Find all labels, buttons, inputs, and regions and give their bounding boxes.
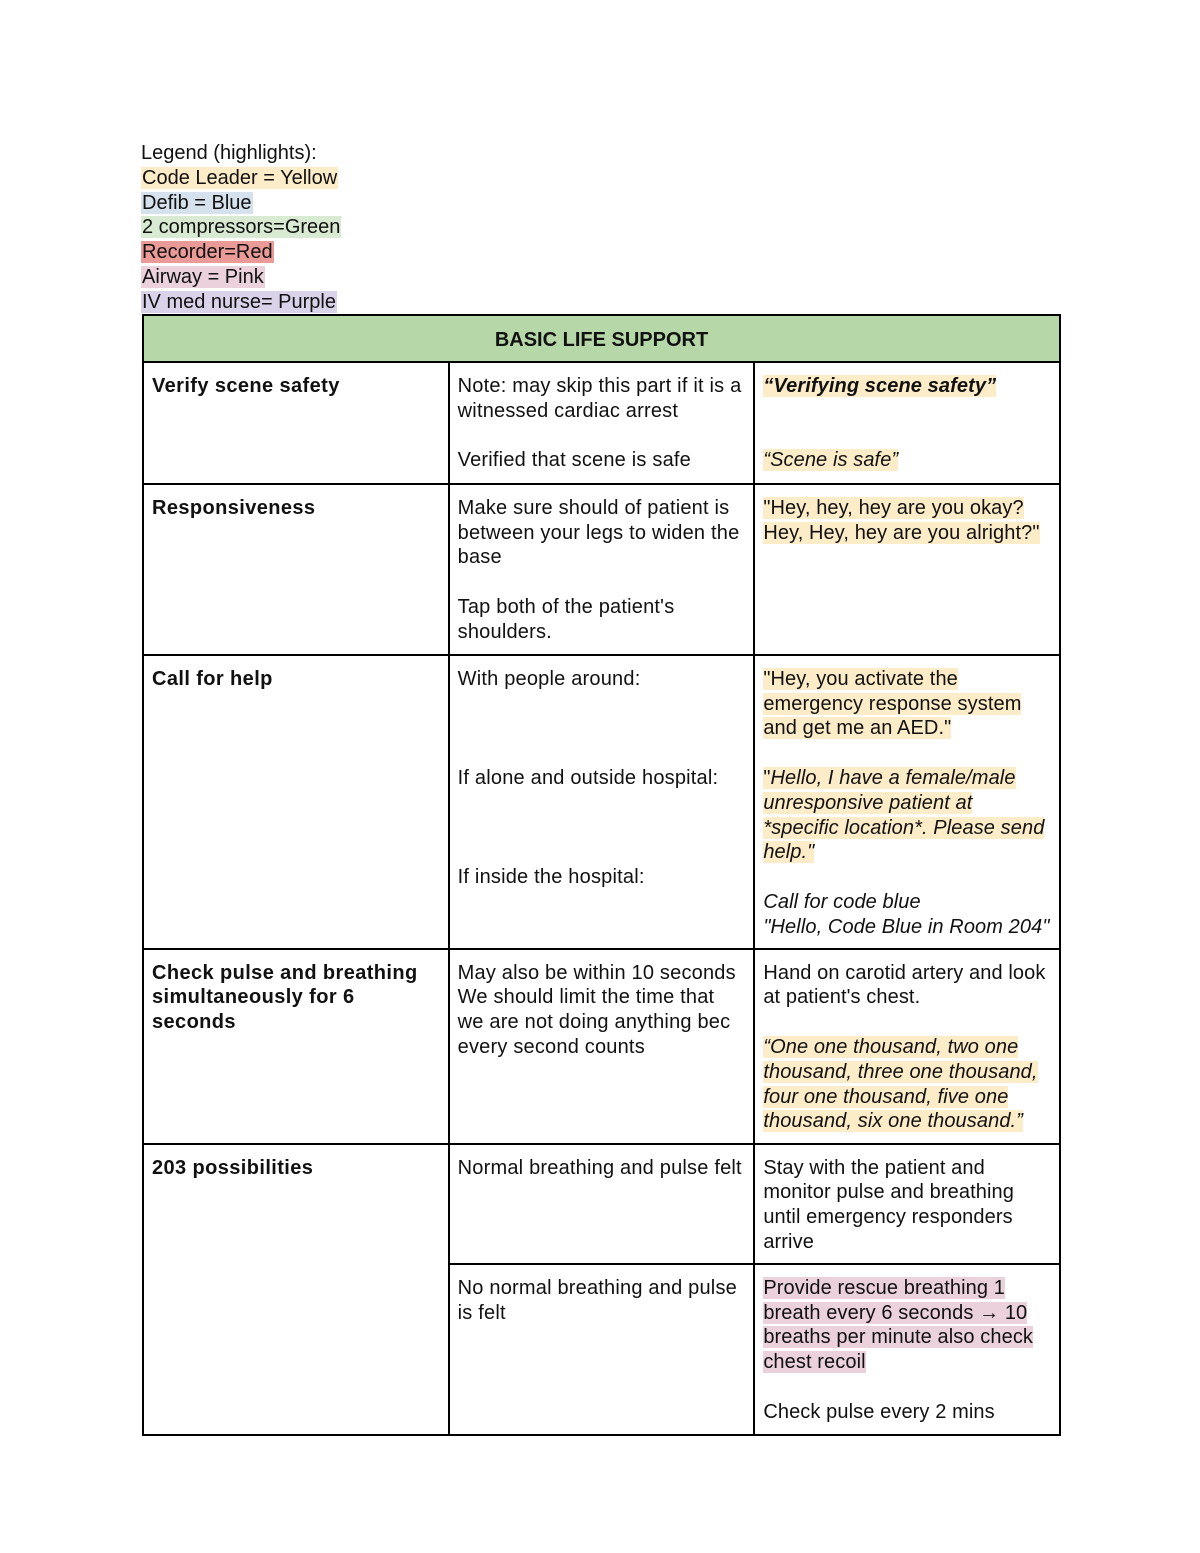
notes-cell: Normal breathing and pulse felt	[449, 1144, 755, 1264]
legend-title: Legend (highlights):	[141, 142, 317, 164]
note: With people around:	[457, 667, 641, 690]
legend-defib: Defib = Blue	[142, 191, 252, 214]
script-cell: Stay with the patient and monitor pulse and breathing until emergency responders arrive	[754, 1144, 1060, 1264]
notes-cell	[449, 484, 755, 655]
step-cell: Call for help	[143, 655, 449, 949]
step-cell: Verify scene safety	[143, 362, 449, 484]
table-row	[143, 1144, 1060, 1264]
script-line: Hello, I have a female/male unresponsive patient at *specific location*. Please send help."	[763, 766, 1045, 864]
script-line: “One one thousand, two one thousand, three one thousand, four one thousand, five one thousand, six one thousand.”	[763, 1035, 1038, 1133]
table-header: BASIC LIFE SUPPORT	[143, 315, 1060, 362]
script-line: “Verifying scene safety”	[763, 374, 997, 397]
legend-iv-med-nurse: IV med nurse= Purple	[142, 290, 336, 313]
script-line: Call for code blue	[763, 890, 921, 913]
note: Note: may skip this part if it is a witnessed cardiac arrest	[457, 374, 742, 422]
legend-code-leader: Code Leader = Yellow	[142, 166, 338, 189]
legend	[141, 141, 341, 315]
script-cell	[754, 362, 1060, 484]
note: If inside the hospital:	[457, 866, 645, 889]
script-line: "Hello, Code Blue in Room 204"	[763, 915, 1050, 938]
script-line: “Scene is safe”	[763, 449, 899, 472]
notes-cell	[449, 362, 755, 484]
note: If alone and outside hospital:	[457, 766, 719, 789]
notes-cell: No normal breathing and pulse is felt	[449, 1264, 755, 1435]
script-cell	[754, 949, 1060, 1144]
bls-table	[142, 314, 1061, 1436]
notes-cell	[449, 949, 755, 1144]
table-row	[143, 949, 1060, 1144]
script-line: Check pulse every 2 mins	[763, 1400, 995, 1423]
script-line: "Hey, you activate the emergency response system and get me an AED."	[763, 667, 1022, 740]
table-row	[143, 362, 1060, 484]
script-cell	[754, 484, 1060, 655]
script-cell	[754, 1264, 1060, 1435]
note: May also be within 10 seconds We should limit the time that we are not doing anything bec every second counts	[457, 961, 736, 1058]
table-row	[143, 484, 1060, 655]
step-cell: Check pulse and breathing simultaneously for 6 seconds	[143, 949, 449, 1144]
script-line: Hand on carotid artery and look at patient's chest.	[763, 961, 1046, 1009]
script-line: Provide rescue breathing 1 breath every 6 seconds → 10 breaths per minute also check chest recoil	[763, 1276, 1034, 1374]
step-cell: Responsiveness	[143, 484, 449, 655]
legend-compressors: 2 compressors=Green	[142, 216, 341, 239]
note: Tap both of the patient's shoulders.	[457, 595, 675, 643]
script-line: "Hey, hey, hey are you okay? Hey, Hey, hey are you alright?"	[763, 496, 1040, 544]
table-row	[143, 655, 1060, 949]
legend-airway: Airway = Pink	[142, 265, 264, 288]
notes-cell	[449, 655, 755, 949]
step-cell: 203 possibilities	[143, 1144, 449, 1435]
legend-recorder: Recorder=Red	[142, 241, 273, 264]
note: Make sure should of patient is between your legs to widen the base	[457, 496, 740, 569]
script-quote: "	[763, 766, 771, 789]
script-cell	[754, 655, 1060, 949]
note: Verified that scene is safe	[457, 449, 691, 472]
